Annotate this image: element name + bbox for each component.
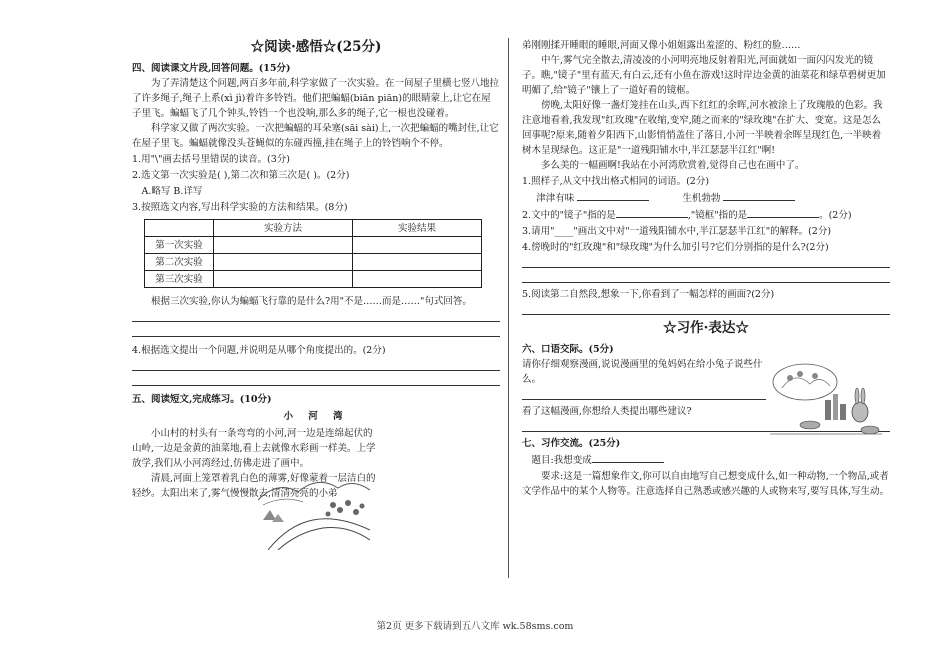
question-5-2c: 。(2分) <box>819 210 852 221</box>
answer-cell[interactable] <box>214 271 353 288</box>
rabbit-cartoon-illustration <box>770 360 882 438</box>
table-row-label: 第一次实验 <box>145 237 214 254</box>
question-5-3: 3.请用"____"画出文中对"一道残阳铺水中,半江瑟瑟半江红"的解释。(2分) <box>522 226 832 237</box>
question-4-1: 1.用"\"画去括号里错误的读音。(3分) <box>132 154 290 165</box>
story-paragraph-1: 小山村的村头有一条弯弯的小河,河一边是连绵起伏的山岭,一边是金黄的油菜地,看上去就像水彩画一样美。上学放学,我们从小河湾经过,仿佛走进了画中。 <box>132 428 376 469</box>
answer-blank[interactable] <box>577 190 649 201</box>
question-5-1: 1.照样子,从文中找出格式相同的词语。(2分) <box>522 176 710 187</box>
question-4-3: 3.按照选文内容,写出科学实验的方法和结果。(8分) <box>132 202 348 213</box>
question-four-heading: 四、阅读课文片段,回答问题。(15分) <box>132 63 291 74</box>
story-continuation-2: 中午,雾气完全散去,清凌凌的小河明亮地反射着阳光,河面就如一面闪闪发光的镜子。瞧,"镜子"里有蓝天,有白云,还有小鱼在游戏!这时岸边金黄的油菜花和绿草碧树更加明媚了,给"镜子"镶上了一道好看的镜框。 <box>522 55 886 96</box>
table-header: 实验方法 <box>214 220 353 237</box>
writing-section-title: ☆习作·表达☆ <box>663 320 749 336</box>
question-4-2: 2.选文第一次实验是( ),第二次和第三次是( )。(2分) <box>132 170 350 181</box>
answer-line[interactable] <box>132 311 500 322</box>
story-continuation-1: 弟刚刚揉开睡眼的睡眼,河面又像小姐姐露出羞涩的、粉红的脸…… <box>522 40 801 51</box>
question-five-heading: 五、阅读短文,完成练习。(10分) <box>132 394 272 405</box>
example-word-2: 生机勃勃 <box>682 193 721 204</box>
question-5-4: 4.傍晚时的"红玫瑰"和"绿玫瑰"为什么加引号?它们分别指的是什么?(2分) <box>522 242 829 253</box>
answer-line[interactable] <box>132 360 500 371</box>
answer-line[interactable] <box>132 326 500 337</box>
reading-section-title: ☆阅读·感悟☆(25分) <box>250 39 382 55</box>
passage-paragraph-2: 科学家又做了两次实验。一次把蝙蝠的耳朵塞(sāi sài)上,一次把蝙蝠的嘴封住,让它在屋子里飞。蝙蝠就像没头苍蝇似的东碰西撞,挂在绳子上的铃铛响个不停。 <box>132 123 499 149</box>
story-paragraph-2: 清晨,河面上笼罩着乳白色的薄雾,好像蒙着一层洁白的轻纱。太阳出来了,雾气慢慢散去,清清亮亮的小弟 <box>132 473 376 499</box>
answer-cell[interactable] <box>214 237 353 254</box>
column-divider <box>508 38 509 578</box>
story-title: 小 河 湾 <box>283 411 349 422</box>
answer-cell[interactable] <box>353 254 482 271</box>
answer-blank[interactable] <box>747 207 819 218</box>
answer-line[interactable] <box>522 389 766 400</box>
answer-cell[interactable] <box>353 237 482 254</box>
left-column <box>132 38 500 501</box>
answer-line[interactable] <box>132 375 500 386</box>
story-continuation-3: 傍晚,太阳好像一盏灯笼挂在山头,西下红红的余晖,河水被涂上了玫瑰般的色彩。我注意地看着,我发现"红玫瑰"在收缩,变窄,随之而来的"绿玫瑰"在扩大、变宽。这是怎么回事呢?原来,随着夕阳西下,山影悄悄盖住了落日,小河一半映着余晖呈现红色,一半映着树木呈现绿色。这正是"一道残阳铺水中,半江瑟瑟半江红"啊! <box>522 100 883 156</box>
question-5-2b: ,"镜框"指的是 <box>687 210 748 221</box>
answer-line[interactable] <box>522 272 890 283</box>
question-6-text: 请你仔细观察漫画,说说漫画里的兔妈妈在给小兔子说些什么。 <box>522 359 763 385</box>
experiment-table <box>144 219 482 288</box>
essay-title-blank[interactable] <box>592 452 664 463</box>
answer-cell[interactable] <box>214 254 353 271</box>
question-6-2: 看了这幅漫画,你想给人类提出哪些建议? <box>522 406 692 417</box>
answer-cell[interactable] <box>353 271 482 288</box>
passage-paragraph-1: 为了弄清楚这个问题,两百多年前,科学家做了一次实验。在一间屋子里横七竖八地拉了许多绳子,绳子上系(xì jì)着许多铃铛。他们把蝙蝠(biān piān)的眼睛蒙上,让它在屋子里飞。蝙蝠飞了几个钟头,铃铛一个也没响,那么多的绳子,它一根也没碰着。 <box>132 78 500 119</box>
table-header: 实验结果 <box>353 220 482 237</box>
question-4-4: 4.根据选文提出一个问题,并说明是从哪个角度提出的。(2分) <box>132 345 386 356</box>
answer-blank[interactable] <box>723 190 795 201</box>
river-landscape-illustration <box>258 470 370 550</box>
question-5-5: 5.阅读第二自然段,想象一下,你看到了一幅怎样的画面?(2分) <box>522 289 775 300</box>
table-row-label: 第三次实验 <box>145 271 214 288</box>
answer-blank[interactable] <box>616 207 688 218</box>
example-word-1: 津津有味 <box>536 193 575 204</box>
answer-line[interactable] <box>522 304 890 315</box>
story-continuation-4: 多么美的一幅画啊!我站在小河湾欣赏着,觉得自己也在画中了。 <box>541 160 805 171</box>
table-header <box>145 220 214 237</box>
essay-requirements: 要求:这是一篇想象作文,你可以自由地写自己想变成什么,如一种动物,一个物品,或者文学作品中的某个人物等。注意选择自己熟悉或感兴趣的人或物来写,要写具体,写生动。 <box>522 471 890 497</box>
question-5-2a: 2.文中的"镜子"指的是 <box>522 210 616 221</box>
essay-title-label: 题目:我想变成 <box>531 455 592 466</box>
page-footer: 第2页 更多下载请到五八文库 wk.58sms.com <box>376 621 574 632</box>
table-row-label: 第二次实验 <box>145 254 214 271</box>
question-4-2-options: A.略写 B.详写 <box>141 186 203 197</box>
answer-line[interactable] <box>522 257 890 268</box>
question-six-heading: 六、口语交际。(5分) <box>522 344 614 355</box>
question-seven-heading: 七、习作交流。(25分) <box>522 438 621 449</box>
question-4-3-follow: 根据三次实验,你认为蝙蝠飞行靠的是什么?用"不是……而是……"句式回答。 <box>151 296 472 307</box>
